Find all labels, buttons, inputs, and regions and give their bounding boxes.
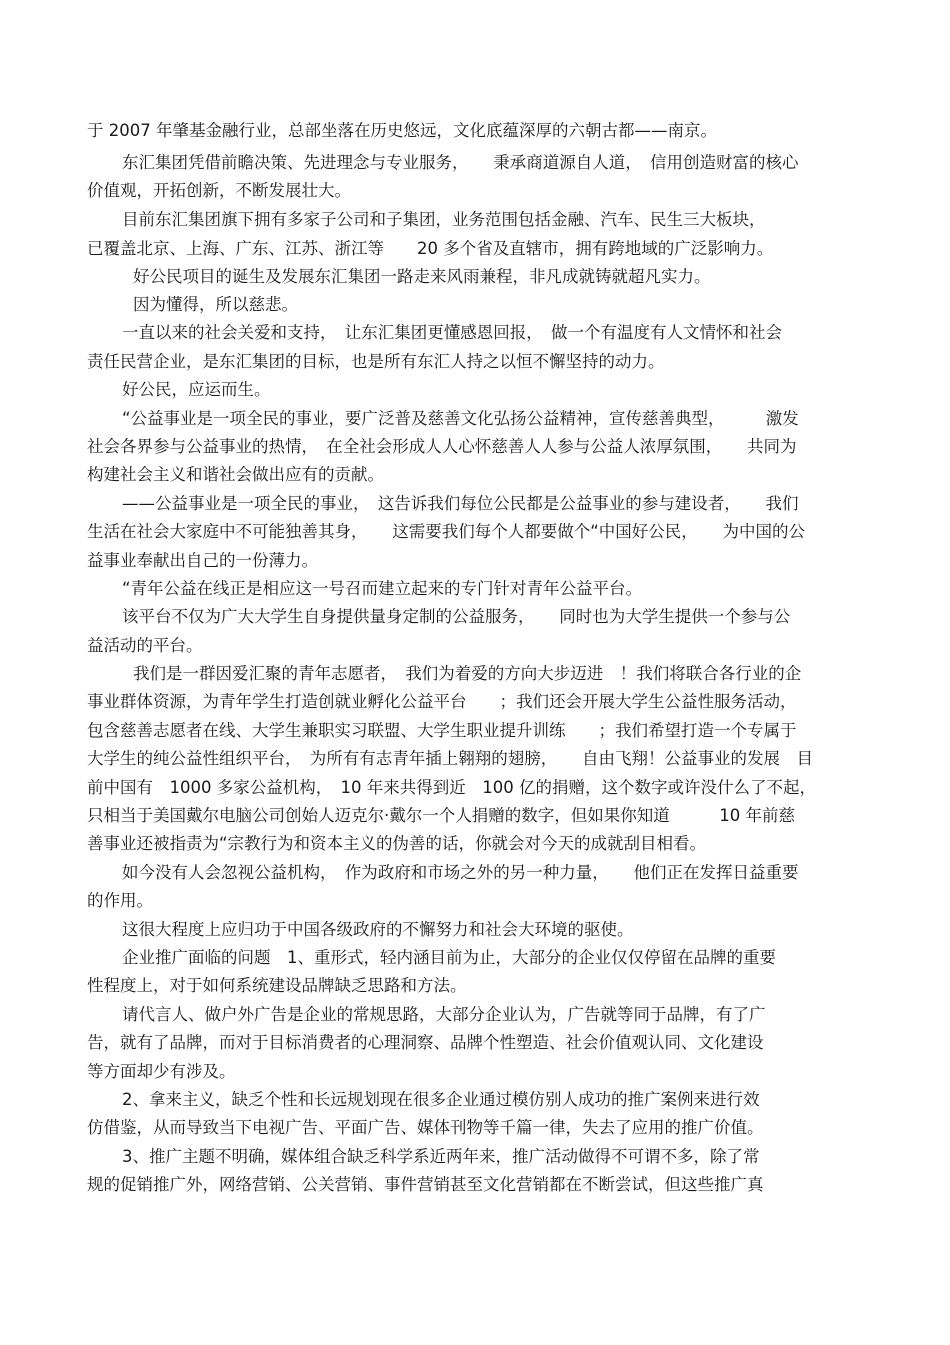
text-line: 价值观，开拓创新，不断发展壮大。 — [87, 181, 351, 200]
text-line: 构建社会主义和谐社会做出应有的贡献。 — [87, 465, 384, 484]
text-line: 仿借鉴，从而导致当下电视广告、平面广告、媒体刊物等千篇一律，失去了应用的推广价值。 — [87, 1118, 764, 1137]
text-line: 生活在社会大家庭中不可能独善其身， 这需要我们每个人都要做个“中国好公民， 为中国的公 — [87, 522, 806, 541]
text-line: 责任民营企业，是东汇集团的目标，也是所有东汇人持之以恒不懈坚持的动力。 — [87, 352, 665, 371]
text-line: 一直以来的社会关爱和支持， 让东汇集团更懂感恩回报， 做一个有温度有人文情怀和社会 — [122, 323, 782, 342]
text-line: 该平台不仅为广大大学生自身提供量身定制的公益服务， 同时也为大学生提供一个参与公 — [122, 607, 791, 626]
text-line: 包含慈善志愿者在线、大学生兼职实习联盟、大学生职业提升训练 ；我们希望打造一个专属于 — [87, 721, 797, 740]
text-line: 如今没有人会忽视公益机构， 作为政府和市场之外的另一种力量， 他们正在发挥日益重要 — [122, 863, 799, 882]
text-line: ——公益事业是一项全民的事业， 这告诉我们每位公民都是公益事业的参与建设者， 我们 — [122, 494, 799, 513]
text-line: 的作用。 — [87, 891, 153, 910]
text-line: 于 2007 年肇基金融行业，总部坐落在历史悠远，文化底蕴深厚的六朝古都——南京。 — [87, 121, 717, 140]
text-line: “青年公益在线正是相应这一号召而建立起来的专门针对青年公益平台。 — [122, 579, 643, 598]
text-line: 请代言人、做户外广告是企业的常规思路，大部分企业认为，广告就等同于品牌，有了广 — [122, 1005, 766, 1024]
text-line: 3、推广主题不明确，媒体组合缺乏科学系近两年来，推广活动做得不可谓不多，除了常 — [122, 1147, 760, 1166]
text-line: 规的促销推广外，网络营销、公关营销、事件营销甚至文化营销都在不断尝试，但这些推广真 — [87, 1175, 764, 1194]
text-line: 益事业奉献出自己的一份薄力。 — [87, 551, 318, 570]
text-line: 我们是一群因爱汇聚的青年志愿者， 我们为着爱的方向大步迈进 ！我们将联合各行业的企 — [133, 664, 802, 683]
text-line: 这很大程度上应归功于中国各级政府的不懈努力和社会大环境的驱使。 — [122, 920, 634, 939]
text-line: 事业群体资源，为青年学生打造创就业孵化公益平台 ；我们还会开展大学生公益性服务活动， — [87, 692, 797, 711]
text-line: 性程度上，对于如何系统建设品牌缺乏思路和方法。 — [87, 976, 467, 995]
text-line: 目前东汇集团旗下拥有多家子公司和子集团，业务范围包括金融、汽车、民生三大板块， — [122, 210, 766, 229]
text-line: 前中国有 1000 多家公益机构， 10 年来共得到近 100 亿的捐赠，这个数字或许没什么了不起， — [87, 778, 816, 797]
text-line: 企业推广面临的问题 1、重形式，轻内涵目前为止，大部分的企业仅仅停留在品牌的重要 — [122, 948, 776, 967]
text-line: 善事业还被指责为“宗教行为和资本主义的伪善的话，你就会对今天的成就刮目相看。 — [87, 834, 707, 853]
text-line: 告，就有了品牌，而对于目标消费者的心理洞察、品牌个性塑造、社会价值观认同、文化建设 — [87, 1033, 764, 1052]
text-line: 只相当于美国戴尔电脑公司创始人迈克尔·戴尔一个人捐赠的数字，但如果你知道 10 年前慈 — [87, 806, 795, 825]
text-line: 社会各界参与公益事业的热情， 在全社会形成人人心怀慈善人人参与公益人浓厚氛围， 共同为 — [87, 437, 797, 456]
text-line: “公益事业是一项全民的事业，要广泛普及慈善文化弘扬公益精神，宣传慈善典型， 激发 — [122, 409, 799, 428]
text-line: 大学生的纯公益性组织平台， 为所有有志青年插上翱翔的翅膀， 自由飞翔！公益事业的发展 目 — [87, 749, 813, 768]
text-line: 好公民项目的诞生及发展东汇集团一路走来风雨兼程，非凡成就铸就超凡实力。 — [133, 267, 711, 286]
text-line: 等方面却少有涉及。 — [87, 1062, 236, 1081]
text-line: 东汇集团凭借前瞻决策、先进理念与专业服务， 秉承商道源自人道， 信用创造财富的核心 — [122, 153, 799, 172]
text-line: 益活动的平台。 — [87, 636, 203, 655]
text-line: 因为懂得，所以慈悲。 — [133, 295, 298, 314]
text-line: 2、拿来主义，缺乏个性和长远规划现在很多企业通过模仿别人成功的推广案例来进行效 — [122, 1090, 760, 1109]
text-line: 好公民，应运而生。 — [122, 380, 271, 399]
text-line: 已覆盖北京、上海、广东、江苏、浙江等 20 多个省及直辖市，拥有跨地域的广泛影响力。 — [87, 239, 774, 258]
